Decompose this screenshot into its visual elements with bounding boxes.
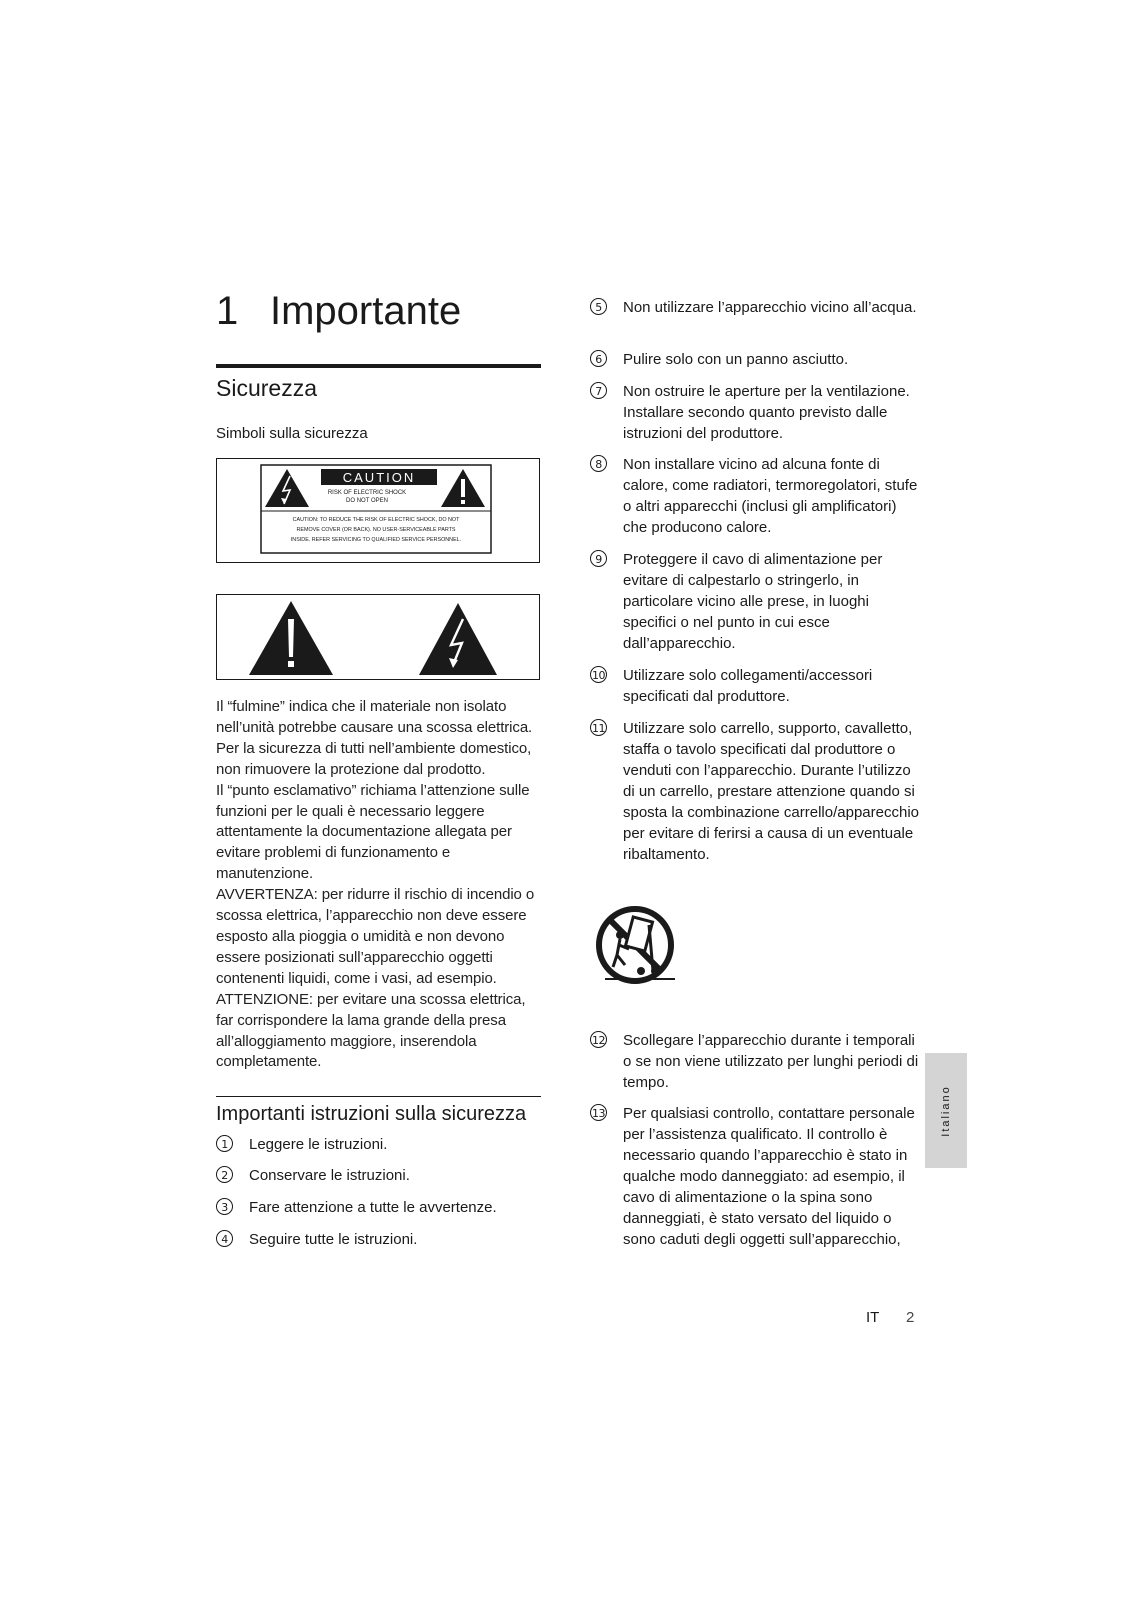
item-number: 8 xyxy=(590,455,607,472)
item-number: 6 xyxy=(590,350,607,367)
exclamation-symbol-icon xyxy=(249,601,333,675)
lightning-symbol-icon xyxy=(419,603,497,675)
item-text: Conservare le istruzioni. xyxy=(249,1167,410,1184)
exclamation-warning-icon xyxy=(441,469,485,507)
caution-label-figure xyxy=(216,458,540,563)
footer-language: IT xyxy=(866,1309,880,1326)
caution-title: CAUTION xyxy=(342,470,416,485)
item-text: Seguire tutte le istruzioni. xyxy=(249,1231,418,1248)
chapter-number: 1 xyxy=(216,289,239,333)
instructions-list-right-bottom xyxy=(590,1030,920,1270)
instructions-list-right xyxy=(590,297,920,897)
side-tab-label: Italiano xyxy=(940,1084,952,1137)
item-text: Utilizzare solo carrello, supporto, cavalletto, staffa o tavolo specificati dal produttore o venduti con l’apparecchio. Durante l’utilizzo di un carrello, prestare attenzione quando si sposta la combinazione carrello/apparecchio per evitare di ferirsi a causa di un eventuale ribaltamento. xyxy=(623,720,920,863)
item-number: 9 xyxy=(590,550,607,567)
item-text: Scollegare l’apparecchio durante i temporali o se non viene utilizzato per lunghi periodi di tempo. xyxy=(623,1032,919,1091)
paragraph-caution: ATTENZIONE: per evitare una scossa elettrica, far corrispondere la lama grande della presa all’alloggiamento maggiore, inserendola completamente. xyxy=(216,990,526,1071)
item-text: Non ostruire le aperture per la ventilazione. Installare secondo quanto previsto dalle istruzioni del produttore. xyxy=(623,383,910,442)
item-text: Proteggere il cavo di alimentazione per evitare di calpestarlo o stringerlo, in particolare vicino alle prese, in luoghi specifici o nel punto in cui esce dall’apparecchio. xyxy=(623,551,883,652)
caution-small-2: REMOVE COVER (OR BACK). NO USER-SERVICEABLE PARTS xyxy=(296,527,456,533)
item-text: Non installare vicino ad alcuna fonte di calore, come radiatori, termoregolatori, stufe o altri apparecchi (inclusi gli amplificatori) che producono calore. xyxy=(623,456,918,536)
heading-rule xyxy=(216,364,541,368)
item-number: 11 xyxy=(590,719,607,736)
warning-symbols-figure xyxy=(216,594,540,680)
lightning-warning-icon xyxy=(265,469,309,507)
item-number: 10 xyxy=(590,666,607,683)
safety-body-text xyxy=(216,697,546,1073)
caution-line-1: RISK OF ELECTRIC SHOCK xyxy=(327,490,407,496)
item-number: 4 xyxy=(216,1230,233,1247)
item-text: Per qualsiasi controllo, contattare personale per l’assistenza qualificato. Il controllo è necessario quando l’apparecchio è stato in qualche modo danneggiato: ad esempio, il cavo di alimentazione o la spina sono danneggiati, è stato versato del liquido o sono caduti degli oggetti sull’apparecchio, xyxy=(623,1105,915,1248)
item-number: 2 xyxy=(216,1166,233,1183)
section-title: Sicurezza xyxy=(216,375,317,401)
item-number: 1 xyxy=(216,1135,233,1152)
item-number: 12 xyxy=(590,1031,607,1048)
page-number: 2 xyxy=(906,1309,915,1326)
instructions-heading: Importanti istruzioni sulla sicurezza xyxy=(216,1103,527,1125)
item-text: Pulire solo con un panno asciutto. xyxy=(623,351,849,368)
paragraph-warning: AVVERTENZA: per ridurre il rischio di incendio o scossa elettrica, l’apparecchio non deve essere esposto alla pioggia o umidità e non devono essere posizionati sull’apparecchio oggetti contenenti liquidi, come i vasi, ad esempio. xyxy=(216,886,535,987)
paragraph-exclamation: Il “punto esclamativo” richiama l’attenzione sulle funzioni per le quali è necessario leggere attentamente la documentazione allegata per evitare problemi di funzionamento e manutenzione. xyxy=(216,781,530,883)
cart-tipover-warning-icon xyxy=(595,905,681,991)
caution-small-1: CAUTION: TO REDUCE THE RISK OF ELECTRIC SHOCK, DO NOT xyxy=(292,517,460,523)
item-number: 13 xyxy=(590,1104,607,1121)
item-text: Fare attenzione a tutte le avvertenze. xyxy=(249,1199,497,1216)
instructions-list-left xyxy=(216,1134,536,1254)
item-text: Utilizzare solo collegamenti/accessori specificati dal produttore. xyxy=(623,667,873,705)
caution-line-2: DO NOT OPEN xyxy=(346,498,388,504)
item-number: 7 xyxy=(590,382,607,399)
section-rule xyxy=(216,1096,541,1097)
language-side-tab xyxy=(925,1053,967,1168)
item-text: Leggere le istruzioni. xyxy=(249,1136,388,1153)
caution-small-3: INSIDE. REFER SERVICING TO QUALIFIED SERVICE PERSONNEL. xyxy=(290,537,462,543)
chapter-title: Importante xyxy=(270,289,462,333)
item-text: Non utilizzare l’apparecchio vicino all’acqua. xyxy=(623,299,917,316)
item-number: 3 xyxy=(216,1198,233,1215)
paragraph-lightning: Il “fulmine” indica che il materiale non isolato nell’unità potrebbe causare una scossa elettrica. Per la sicurezza di tutti nell’ambiente domestico, non rimuovere la protezione dal prodotto. xyxy=(216,698,533,778)
symbols-heading: Simboli sulla sicurezza xyxy=(216,425,368,442)
item-number: 5 xyxy=(590,298,607,315)
